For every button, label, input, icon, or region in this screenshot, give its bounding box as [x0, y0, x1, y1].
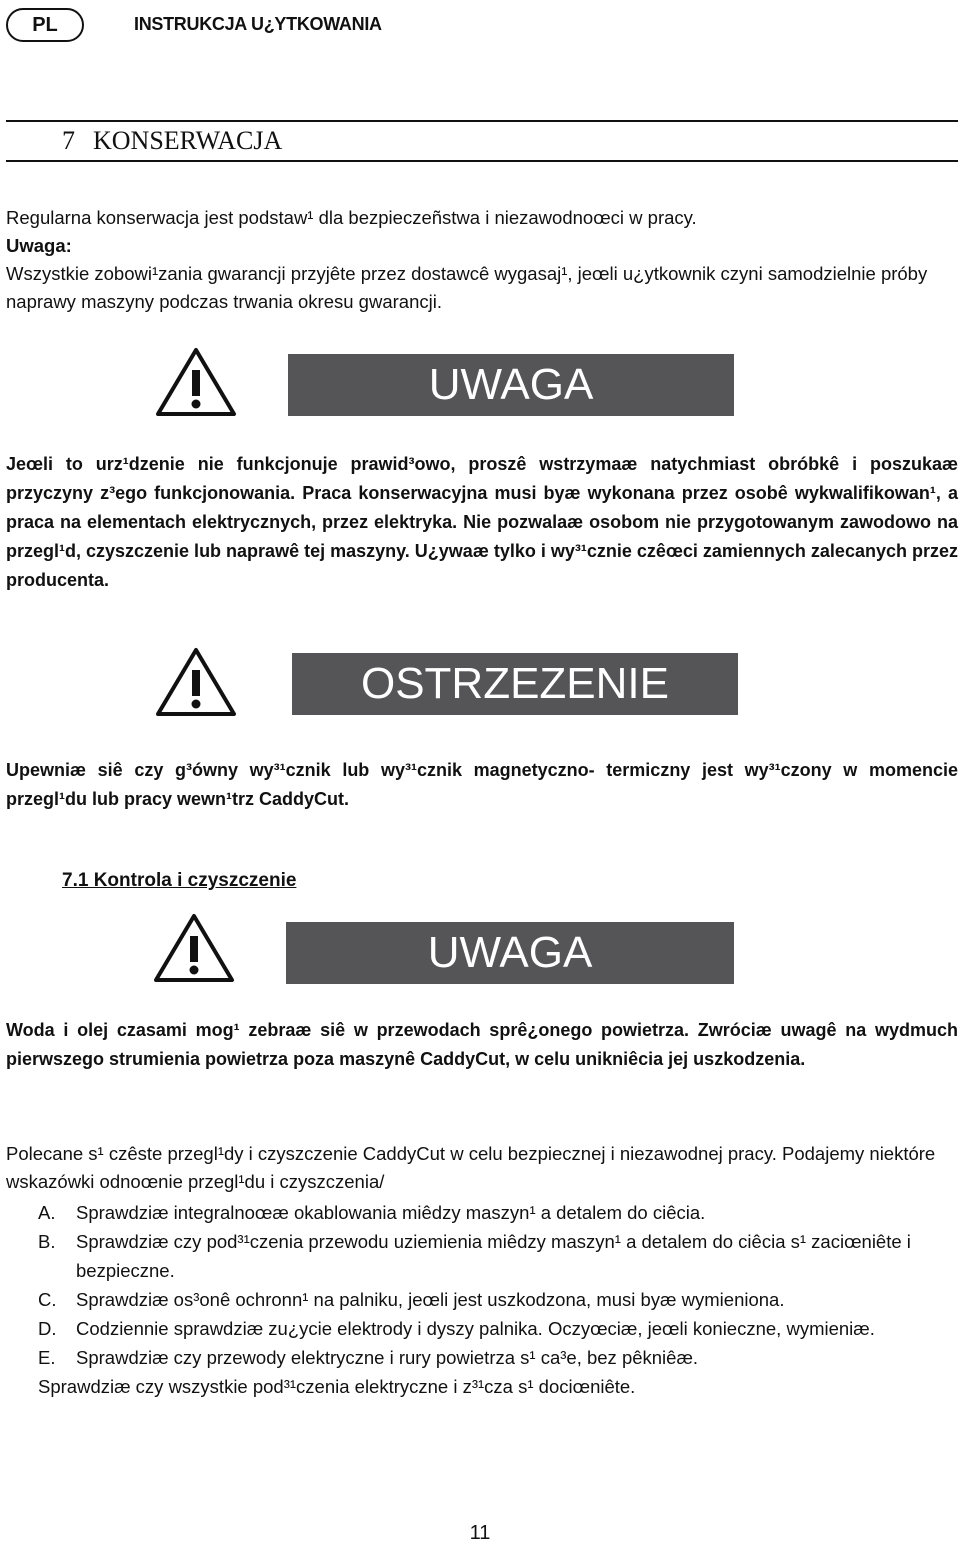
section-rule-bottom [6, 160, 958, 162]
list-item [38, 1343, 958, 1372]
note-text: Wszystkie zobowi¹zania gwarancji przyjête przez dostawcê wygasaj¹, jeœli u¿ytkownik czyni samodzielnie próby naprawy maszyny podczas trwania okresu gwarancji. [6, 263, 928, 312]
list-item-letter: C. [38, 1289, 57, 1310]
list-item-letter: D. [38, 1318, 57, 1339]
checks-list [38, 1198, 958, 1401]
subsection-title: 7.1 Kontrola i czyszczenie [62, 870, 297, 891]
list-item-text: Sprawdziæ os³onê ochronn¹ na palniku, jeœli jest uszkodzona, musi byæ wymieniona. [76, 1289, 785, 1310]
warning-text: Upewniæ siê czy g³ówny wy³¹cznik lub wy³¹cznik magnetyczno- termiczny jest wy³¹czony w momencie przegl¹du lub pracy wewn¹trz CaddyCut. [6, 760, 958, 809]
list-item [38, 1314, 958, 1343]
section-name: KONSERWACJA [93, 126, 283, 155]
section-rule-top [6, 120, 958, 122]
checks-closing: Sprawdziæ czy wszystkie pod³¹czenia elektryczne i z³¹cza s¹ dociœniête. [38, 1376, 636, 1397]
warning-triangle-icon [154, 646, 238, 718]
list-item-text: Sprawdziæ czy przewody elektryczne i rury powietrza s¹ ca³e, bez pêkniêæ. [76, 1347, 699, 1368]
section-number: 7 [62, 126, 75, 155]
list-item-text: Codziennie sprawdziæ zu¿ycie elektrody i dyszy palnika. Oczyœciæ, jeœli konieczne, wymieniæ. [76, 1318, 875, 1339]
page-number: 11 [469, 1522, 491, 1544]
list-item-letter: A. [38, 1202, 56, 1223]
list-item-letter: B. [38, 1231, 56, 1252]
list-item [38, 1227, 958, 1285]
checks-intro: Polecane s¹ czêste przegl¹dy i czyszczenie CaddyCut w celu bezpiecznej i niezawodnej pracy. Podajemy niektóre wskazówki odnoœnie przegl¹du i czyszczenia/ [6, 1143, 936, 1192]
list-item [38, 1285, 958, 1314]
header-title: INSTRUKCJA U¿YTKOWANIA [134, 14, 382, 34]
note-label: Uwaga: [6, 235, 72, 256]
warning-text: Jeœli to urz¹dzenie nie funkcjonuje prawid³owo, proszê wstrzymaæ natychmiast obróbkê i poszukaæ przyczyny z³ego funkcjonowania. Praca konserwacyjna musi byæ wykonana przez osobê wykwalifikowan¹, a praca na elementach elektrycznych, przez elektryka. Nie pozwalaæ osobom nie przygotowanym zawodowo na przegl¹d, czyszczenie lub naprawê tej maszyny. U¿ywaæ tylko i wy³¹cznie czêœci zamiennych zalecanych przez producenta. [6, 454, 958, 590]
intro-line: Regularna konserwacja jest podstaw¹ dla bezpieczeñstwa i niezawodnoœci w pracy. [6, 207, 697, 228]
warning-label-uwaga: UWAGA [288, 354, 734, 416]
language-badge: PL [6, 8, 84, 42]
section-title [62, 126, 282, 156]
list-item-text: Sprawdziæ integralnoœæ okablowania miêdzy maszyn¹ a detalem do ciêcia. [76, 1202, 706, 1223]
warning-triangle-icon [152, 912, 236, 984]
warning-text: Woda i olej czasami mog¹ zebraæ siê w przewodach sprê¿onego powietrza. Zwróciæ uwagê na wydmuch pierwszego strumienia powietrza poza maszynê CaddyCut, w celu unikniêcia jej uszkodzenia. [6, 1020, 958, 1069]
intro-paragraph [6, 204, 958, 316]
list-item-text: Sprawdziæ czy pod³¹czenia przewodu uziemienia miêdzy maszyn¹ a detalem do ciêcia s¹ zaciœniête i bezpieczne. [76, 1231, 911, 1281]
warning-triangle-icon [154, 346, 238, 418]
list-item-letter: E. [38, 1347, 56, 1368]
list-item [38, 1198, 958, 1227]
warning-label-ostrzezenie: OSTRZEZENIE [292, 653, 738, 715]
warning-label-uwaga: UWAGA [286, 922, 734, 984]
